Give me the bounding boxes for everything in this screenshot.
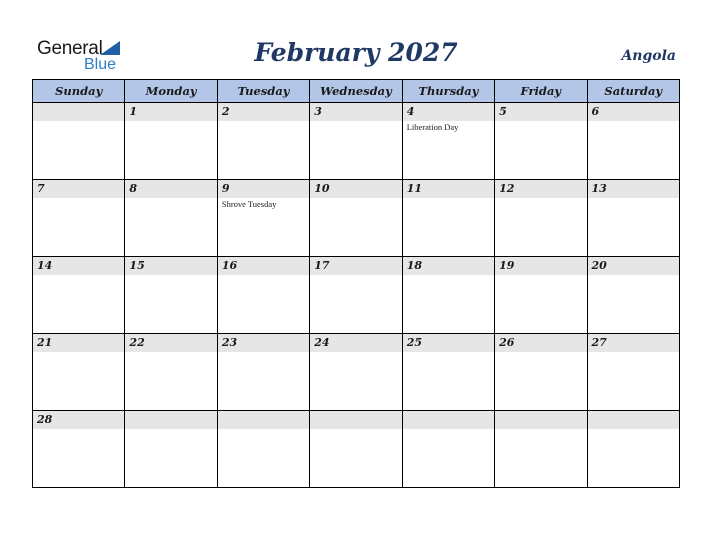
brand-name-blue: Blue: [84, 56, 117, 73]
day-number-strip: [218, 334, 309, 352]
day-number: 17: [314, 259, 330, 272]
weekday-header: Friday: [495, 80, 587, 103]
day-number-strip: [33, 334, 124, 352]
day-number-strip: [403, 180, 494, 198]
day-number-strip: [403, 103, 494, 121]
day-number-strip: [125, 180, 216, 198]
day-cell: [587, 334, 679, 411]
weekday-header: Tuesday: [217, 80, 309, 103]
day-cell: [33, 411, 125, 488]
day-number-strip: [495, 103, 586, 121]
day-number: 18: [406, 259, 422, 272]
day-number-strip: [310, 334, 401, 352]
day-number: 2: [221, 105, 230, 118]
calendar-title: February 2027: [254, 38, 458, 67]
day-number-strip: [310, 257, 401, 275]
day-cell: [217, 257, 309, 334]
day-cell: [217, 334, 309, 411]
day-number: 20: [591, 259, 607, 272]
day-cell: [33, 103, 125, 180]
day-number: 6: [591, 105, 600, 118]
day-cell: [402, 257, 494, 334]
day-cell: [402, 180, 494, 257]
week-row: [33, 334, 680, 411]
holiday-label: Liberation Day: [406, 122, 459, 132]
day-number-strip: [403, 257, 494, 275]
day-number: 8: [129, 182, 138, 195]
day-number: 26: [499, 336, 515, 349]
day-number-strip: [403, 334, 494, 352]
day-number-strip: [33, 257, 124, 275]
day-cell: [33, 257, 125, 334]
day-number-strip: [218, 180, 309, 198]
weekday-header: Monday: [125, 80, 217, 103]
day-number: 27: [591, 336, 607, 349]
day-number-strip: [218, 411, 309, 429]
day-number-strip: [588, 103, 679, 121]
country-label: Angola: [621, 48, 676, 64]
day-cell: [310, 334, 402, 411]
day-cell: [125, 334, 217, 411]
day-number-strip: [33, 411, 124, 429]
week-row: [33, 257, 680, 334]
day-cell: [33, 334, 125, 411]
day-cell: [217, 411, 309, 488]
day-cell: [125, 180, 217, 257]
brand-name-general: General: [37, 38, 103, 59]
day-number: 13: [591, 182, 607, 195]
day-cell: [310, 257, 402, 334]
day-number-strip: [33, 103, 124, 121]
day-number: 24: [314, 336, 330, 349]
day-cell: [495, 180, 587, 257]
day-number: 21: [37, 336, 53, 349]
week-row: [33, 411, 680, 488]
week-row: [33, 180, 680, 257]
day-number: 7: [37, 182, 45, 195]
weekday-header-row: [33, 80, 680, 103]
day-cell: [587, 180, 679, 257]
day-cell: [402, 334, 494, 411]
day-number-strip: [33, 180, 124, 198]
weekday-header: Wednesday: [310, 80, 402, 103]
day-cell: [33, 180, 125, 257]
weekday-header: Sunday: [33, 80, 125, 103]
day-cell: [495, 411, 587, 488]
day-number-strip: [588, 334, 679, 352]
day-number-strip: [495, 411, 586, 429]
day-cell: [587, 103, 679, 180]
day-number-strip: [218, 257, 309, 275]
day-cell: [402, 411, 494, 488]
holiday-label: Shrove Tuesday: [221, 199, 277, 209]
week-row: [33, 103, 680, 180]
day-cell: [402, 103, 494, 180]
day-cell: [217, 180, 309, 257]
day-number: 5: [499, 105, 507, 118]
day-number: 1: [129, 105, 138, 118]
day-number-strip: [310, 180, 401, 198]
day-number-strip: [125, 334, 216, 352]
day-number: 3: [314, 105, 322, 118]
day-number-strip: [495, 180, 586, 198]
day-cell: [310, 411, 402, 488]
day-number: 4: [406, 105, 415, 118]
day-cell: [310, 103, 402, 180]
day-number: 11: [406, 182, 422, 195]
day-cell: [217, 103, 309, 180]
day-cell: [495, 334, 587, 411]
day-cell: [310, 180, 402, 257]
day-number: 23: [221, 336, 238, 349]
day-number: 22: [129, 336, 145, 349]
day-number-strip: [588, 257, 679, 275]
day-number: 10: [314, 182, 330, 195]
weekday-header: Thursday: [402, 80, 494, 103]
day-number: 25: [406, 336, 422, 349]
day-cell: [125, 257, 217, 334]
weekday-header: Saturday: [587, 80, 679, 103]
day-number-strip: [495, 257, 586, 275]
day-number: 16: [221, 259, 238, 272]
day-number: 15: [129, 259, 145, 272]
day-number: 12: [499, 182, 515, 195]
day-number-strip: [218, 103, 309, 121]
day-cell: [125, 103, 217, 180]
day-cell: [587, 411, 679, 488]
day-number-strip: [403, 411, 494, 429]
day-cell: [495, 257, 587, 334]
day-cell: [125, 411, 217, 488]
day-number-strip: [125, 257, 216, 275]
calendar-grid: [32, 79, 680, 488]
day-cell: [495, 103, 587, 180]
day-number-strip: [495, 334, 586, 352]
day-number-strip: [125, 103, 216, 121]
day-number-strip: [125, 411, 216, 429]
day-number-strip: [588, 411, 679, 429]
day-number: 19: [499, 259, 515, 272]
day-cell: [587, 257, 679, 334]
day-number-strip: [310, 103, 401, 121]
day-number-strip: [310, 411, 401, 429]
day-number-strip: [588, 180, 679, 198]
day-number: 14: [37, 259, 53, 272]
day-number: 28: [37, 413, 53, 426]
day-number: 9: [221, 182, 230, 195]
